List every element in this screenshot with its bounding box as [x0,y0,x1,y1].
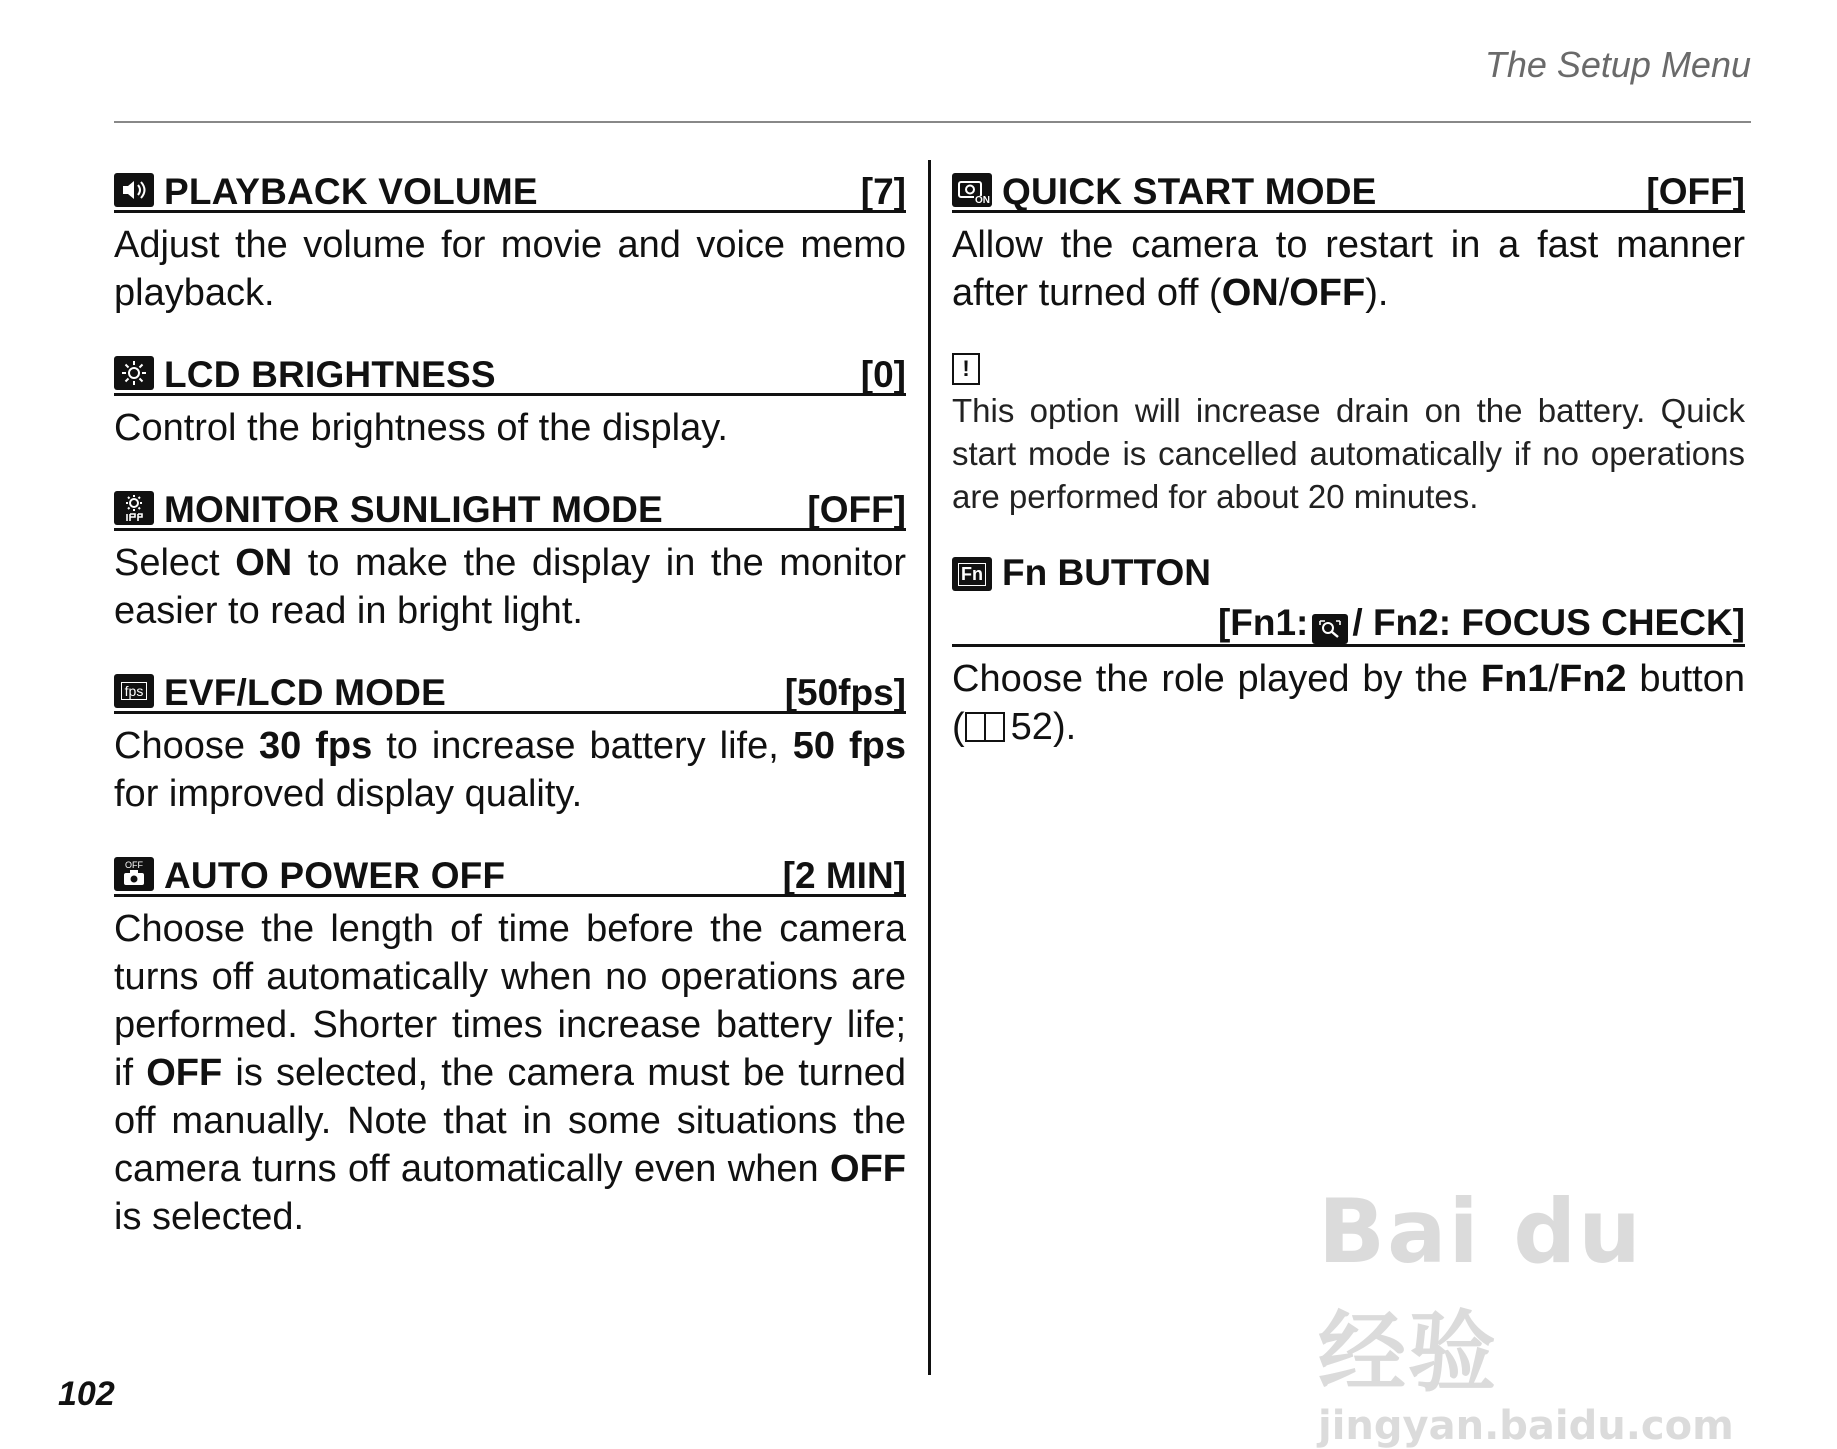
entry-description: Choose 30 fps to increase battery life, 50 fps for improved display quality. [114,725,906,815]
entry-heading [114,160,906,213]
menu-entry-playback-volume [114,160,906,317]
page-reference-book-icon [965,712,1005,742]
right-column [952,160,1745,777]
note-icon: ! [952,353,980,385]
menu-entry-fn-button [952,544,1745,751]
speaker-icon [114,173,154,207]
entry-description: Choose the role played by the Fn1/Fn2 button ( 52). [952,658,1745,748]
caution-note [952,339,1745,518]
entry-title: PLAYBACK VOLUME [164,171,538,212]
menu-entry-auto-power-off [114,844,906,1241]
entry-title: QUICK START MODE [1002,171,1377,212]
entry-title: MONITOR SUNLIGHT MODE [164,489,663,530]
entry-description: Adjust the volume for movie and voice memo playback. [114,224,906,314]
entry-heading [114,661,906,714]
header-rule [114,121,1751,123]
entry-setting: [OFF] [1646,171,1745,212]
column-divider [928,160,931,1375]
zoom-magnify-icon [1312,614,1348,644]
entry-setting: [OFF] [807,489,906,530]
entry-description: Select ON to make the display in the monitor easier to read in bright light. [114,542,906,632]
entry-setting: [Fn1: / Fn2: FOCUS CHECK] [952,594,1745,647]
entry-title: EVF/LCD MODE [164,672,446,713]
running-header: The Setup Menu [1484,44,1751,85]
entry-heading [952,544,1745,594]
menu-entry-monitor-sunlight-mode [114,478,906,635]
page-number: 102 [58,1375,115,1413]
entry-description: Control the brightness of the display. [114,407,728,449]
entry-title: LCD BRIGHTNESS [164,354,496,395]
watermark-logo: Bai du 经验 jingyan.baidu.com [1318,1180,1734,1449]
fn-icon: Fn [952,557,992,591]
left-column [114,160,906,1267]
entry-heading [114,343,906,396]
fps-icon: fps [114,674,154,708]
menu-entry-lcd-brightness [114,343,906,452]
entry-setting: [2 MIN] [782,855,906,896]
entry-heading [114,478,906,531]
entry-setting: [50fps] [784,672,906,713]
menu-entry-quick-start-mode [952,160,1745,317]
entry-description: Choose the length of time before the camera turns off automatically when no operations are performed. Shorter times increase battery life; if OFF is selected, the camera must be turned off manually. Note that in some situations the camera turns off automatically even when OFF is selected. [114,908,906,1238]
entry-setting: [0] [860,354,906,395]
brightness-icon [114,356,154,390]
note-text: This option will increase drain on the battery. Quick start mode is cancelled automatically if no operations are performed for about 20 minutes. [952,392,1745,515]
entry-heading [952,160,1745,213]
page-reference: 52 [1010,706,1053,748]
entry-description: Allow the camera to restart in a fast manner after turned off (ON/OFF). [952,224,1745,314]
entry-title: Fn BUTTON [1002,552,1211,593]
entry-title: AUTO POWER OFF [164,855,506,896]
sunlight-mode-icon [114,491,154,525]
menu-entry-evf-lcd-mode [114,661,906,818]
entry-heading [114,844,906,897]
auto-power-off-icon: OFF [114,857,154,891]
entry-setting: [7] [860,171,906,212]
quick-start-icon: ON [952,173,992,207]
